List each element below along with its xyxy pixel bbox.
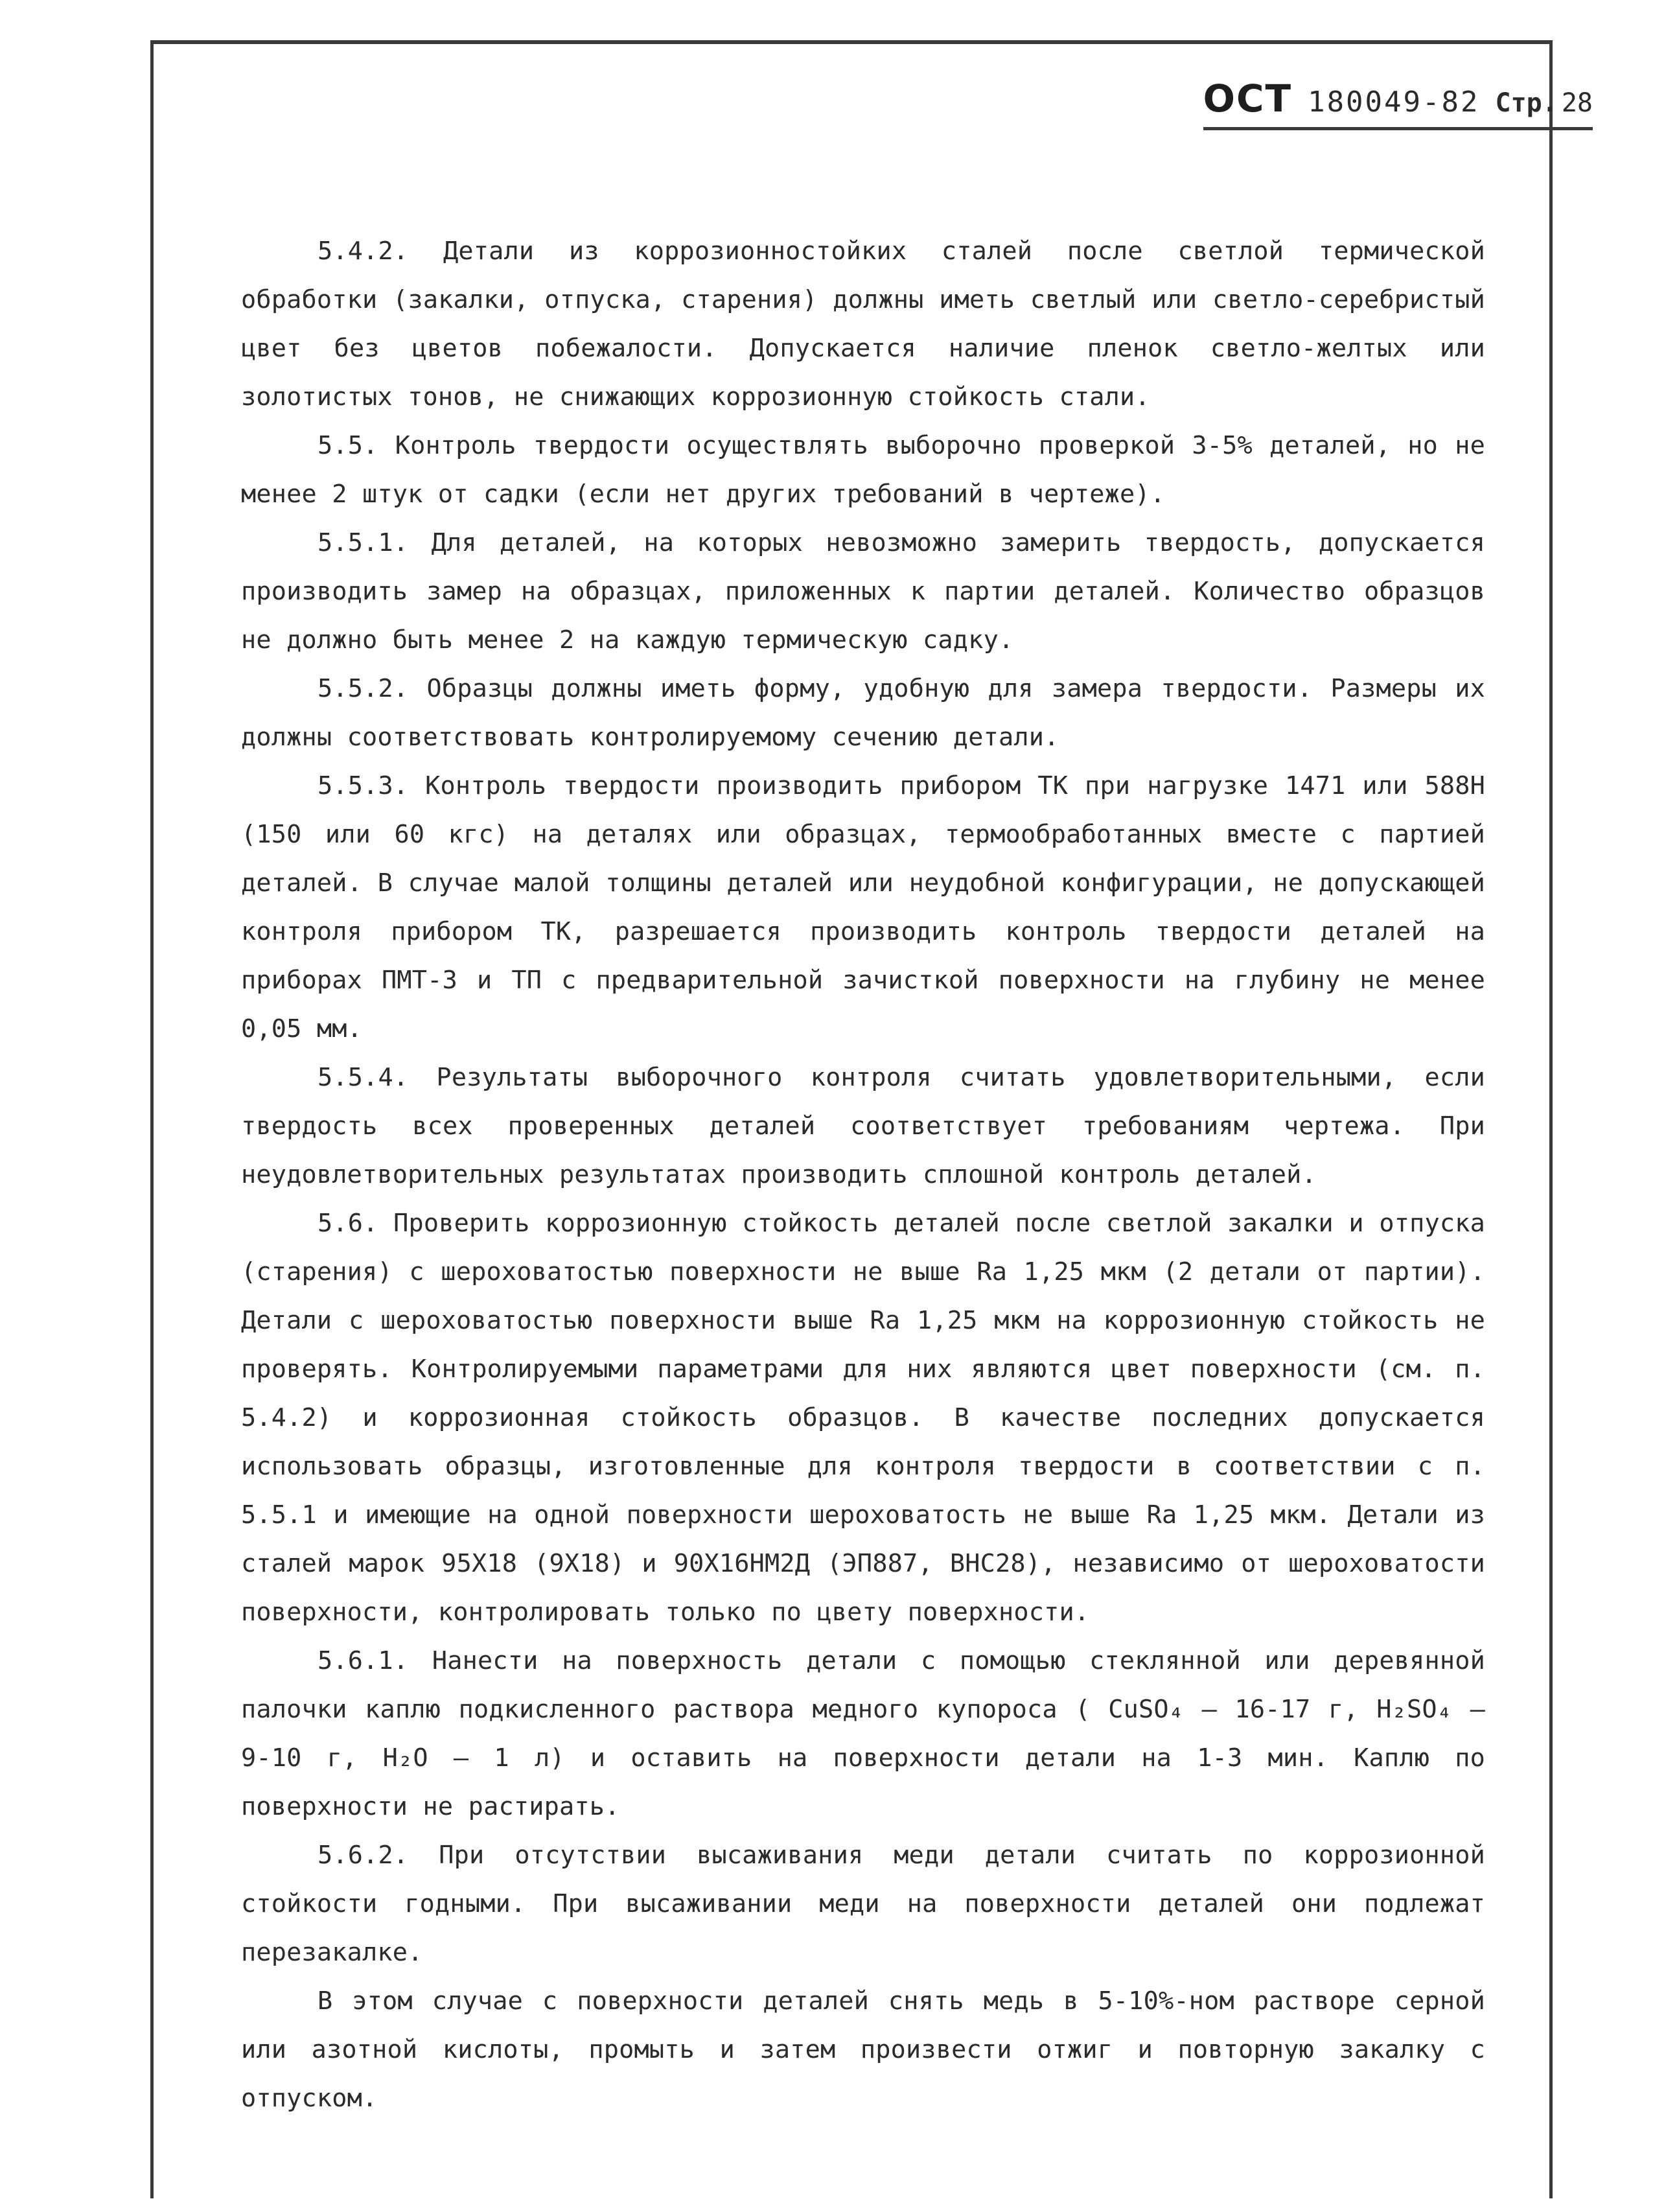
paragraph-5-6-1: 5.6.1. Нанести на поверхность детали с помощью стеклянной или деревянной палочки каплю подкисленного раствора медного купороса ( CuSO₄ – 16-17 г, H₂SO₄ – 9-10 г, H₂O – 1 л) и оставить на поверхности детали на 1-3 мин. Каплю по поверхности не растирать. (241, 1646, 1485, 1821)
paragraph-5-6-2-continuation: В этом случае с поверхности деталей снять медь в 5-10%-ном растворе серной или азотной кислоты, промыть и затем произвести отжиг и повторную закалку с отпуском. (241, 1986, 1485, 2113)
paragraph-5-5: 5.5. Контроль твердости осуществлять выборочно проверкой 3-5% деталей, но не менее 2 штук от садки (если нет других требований в чертеже). (241, 431, 1485, 509)
standard-number: 180049-82 (1308, 86, 1480, 119)
page-number: 28 (1561, 88, 1593, 118)
paragraph-5-5-4: 5.5.4. Результаты выборочного контроля считать удовлетворительными, если твердость всех проверенных деталей соответствует требованиям чертежа. При неудовлетворительных результатах производить сплошной контроль деталей. (241, 1063, 1485, 1189)
page-label: Стр. (1495, 88, 1558, 118)
paragraph-5-4-2: 5.4.2. Детали из коррозионностойких сталей после светлой термической обработки (закалки, отпуска, старения) должны иметь светлый или светло-серебристый цвет без цветов побежалости. Допускается наличие пленок светло-желтых или золотистых тонов, не снижающих коррозионную стойкость стали. (241, 237, 1485, 412)
paragraph-5-6: 5.6. Проверить коррозионную стойкость деталей после светлой закалки и отпуска (старения) с шероховатостью поверхности не выше Ra 1,25 мкм (2 детали от партии). Детали с шероховатостью поверхности выше Ra 1,25 мкм на коррозионную стойкость не проверять. Контролируемыми параметрами для них являются цвет поверхности (см. п. 5.4.2) и коррозионная стойкость образцов. В качестве последних допускается использовать образцы, изготовленные для контроля твердости в соответствии с п. 5.5.1 и имеющие на одной поверхности шероховатость не выше Ra 1,25 мкм. Детали из сталей марок 95Х18 (9Х18) и 90Х16НМ2Д (ЭП887, ВНС28), независимо от шероховатости поверхности, контролировать только по цвету поверхности. (241, 1209, 1485, 1627)
document-header-stamp (1203, 76, 1593, 130)
paragraph-5-5-2: 5.5.2. Образцы должны иметь форму, удобную для замера твердости. Размеры их должны соответствовать контролируемому сечению детали. (241, 674, 1485, 752)
standard-code: ОСТ (1203, 76, 1293, 121)
paragraph-5-5-1: 5.5.1. Для деталей, на которых невозможно замерить твердость, допускается производить замер на образцах, приложенных к партии деталей. Количество образцов не должно быть менее 2 на каждую термическую садку. (241, 528, 1485, 655)
paragraph-5-5-3: 5.5.3. Контроль твердости производить прибором ТК при нагрузке 1471 или 588Н (150 или 60 кгс) на деталях или образцах, термообработанных вместе с партией деталей. В случае малой толщины деталей или неудобной конфигурации, не допускающей контроля прибором ТК, разрешается производить контроль твердости деталей на приборах ПМТ-3 и ТП с предварительной зачисткой поверхности на глубину не менее 0,05 мм. (241, 771, 1485, 1043)
paragraph-5-6-2: 5.6.2. При отсутствии высаживания меди детали считать по коррозионной стойкости годными. При высаживании меди на поверхности деталей они подлежат перезакалке. (241, 1841, 1485, 1967)
document-body (241, 227, 1485, 2123)
